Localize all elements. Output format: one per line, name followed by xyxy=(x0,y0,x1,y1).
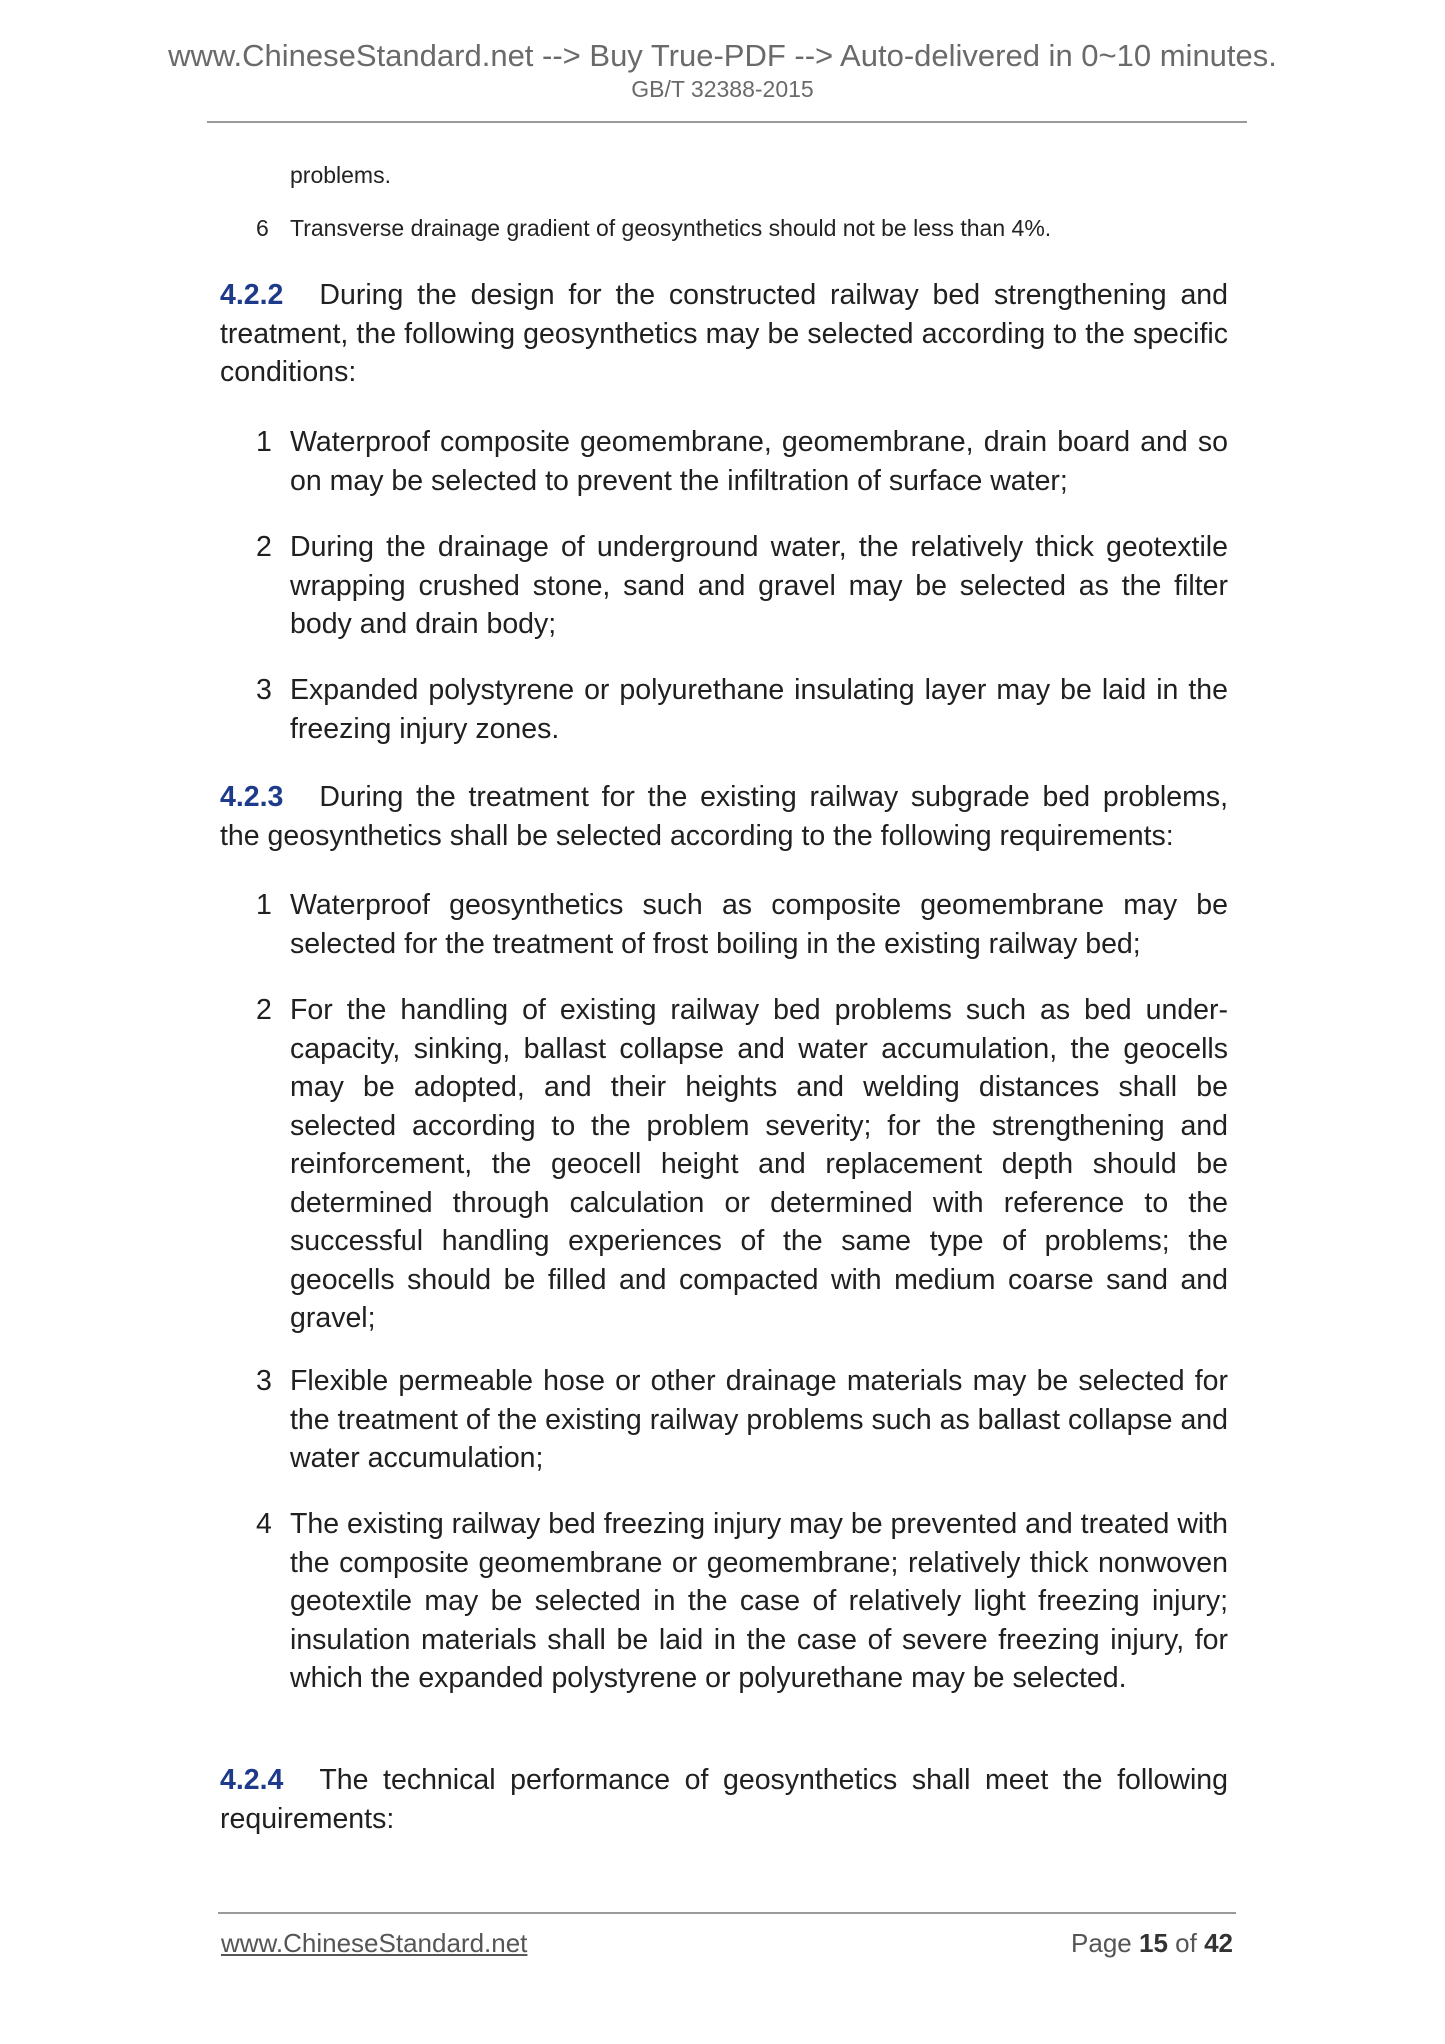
standard-number: GB/T 32388-2015 xyxy=(631,76,814,102)
clause-number: 4.2.2 xyxy=(220,279,284,311)
clause-text: During the treatment for the existing railway subgrade bed problems, the geosynthetics shall be selected according to the following requirements: xyxy=(220,781,1228,852)
list-item-number: 1 xyxy=(256,426,272,458)
list-item xyxy=(220,528,1228,644)
continuation-line xyxy=(220,160,1228,190)
list-item-number: 1 xyxy=(256,889,272,921)
list-item-text: For the handling of existing railway bed problems such as bed under-capacity, sinking, ballast collapse and water accumulation, the geocells may be adopted, and their heights and welding distances shall be selected according to the problem severity; for the strengthening and reinforcement, the geocell height and replacement depth should be determined through calculation or determined with reference to the successful handling experiences of the same type of problems; the geocells should be filled and compacted with medium coarse sand and gravel; xyxy=(290,994,1228,1334)
list-item-number: 2 xyxy=(256,994,272,1026)
list-item xyxy=(220,1505,1228,1698)
list-item xyxy=(220,886,1228,963)
clause-4-2-3 xyxy=(220,778,1228,855)
header-banner[interactable]: www.ChineseStandard.net --> Buy True-PDF --> Auto-delivered in 0~10 minutes. xyxy=(168,38,1277,73)
list-item-text: During the drainage of underground water, the relatively thick geotextile wrapping crushed stone, sand and gravel may be selected as the filter body and drain body; xyxy=(290,531,1228,640)
clause-number: 4.2.3 xyxy=(220,781,284,813)
list-item-number: 4 xyxy=(256,1508,272,1540)
list-item xyxy=(220,991,1228,1338)
list-item-text: Flexible permeable hose or other drainage materials may be selected for the treatment of the existing railway problems such as ballast collapse and water accumulation; xyxy=(290,1365,1228,1474)
list-item-text: Waterproof geosynthetics such as composite geomembrane may be selected for the treatment of frost boiling in the existing railway bed; xyxy=(290,889,1228,960)
list-item xyxy=(220,423,1228,500)
list-item-number: 2 xyxy=(256,531,272,563)
list-item xyxy=(220,213,1228,243)
clause-4-2-2 xyxy=(220,276,1228,392)
page-indicator: Page 15 of 42 xyxy=(1071,1928,1233,1958)
footer-website-link[interactable]: www.ChineseStandard.net xyxy=(221,1928,528,1958)
list-item-number: 6 xyxy=(256,215,269,241)
clause-number: 4.2.4 xyxy=(220,1764,284,1796)
clause-4-2-4 xyxy=(220,1761,1228,1838)
list-item xyxy=(220,1362,1228,1478)
clause-text: During the design for the constructed railway bed strengthening and treatment, the following geosynthetics may be selected according to the specific conditions: xyxy=(220,279,1228,388)
clause-text: The technical performance of geosynthetics shall meet the following requirements: xyxy=(220,1764,1228,1835)
footer-divider xyxy=(218,1912,1236,1914)
header-divider xyxy=(207,121,1247,123)
list-item-text: Waterproof composite geomembrane, geomembrane, drain board and so on may be selected to prevent the infiltration of surface water; xyxy=(290,426,1228,497)
list-item-number: 3 xyxy=(256,674,272,706)
current-page: 15 xyxy=(1139,1928,1168,1958)
list-item xyxy=(220,671,1228,748)
list-item-number: 3 xyxy=(256,1365,272,1397)
total-pages: 42 xyxy=(1204,1928,1233,1958)
list-item-text: Expanded polystyrene or polyurethane insulating layer may be laid in the freezing injury zones. xyxy=(290,674,1228,745)
continuation-text: problems. xyxy=(290,162,391,188)
list-item-text: The existing railway bed freezing injury may be prevented and treated with the composite geomembrane or geomembrane; relatively thick nonwoven geotextile may be selected in the case of relatively light freezing injury; insulation materials shall be laid in the case of severe freezing injury, for which the expanded polystyrene or polyurethane may be selected. xyxy=(290,1508,1228,1694)
list-item-text: Transverse drainage gradient of geosynthetics should not be less than 4%. xyxy=(290,215,1052,241)
